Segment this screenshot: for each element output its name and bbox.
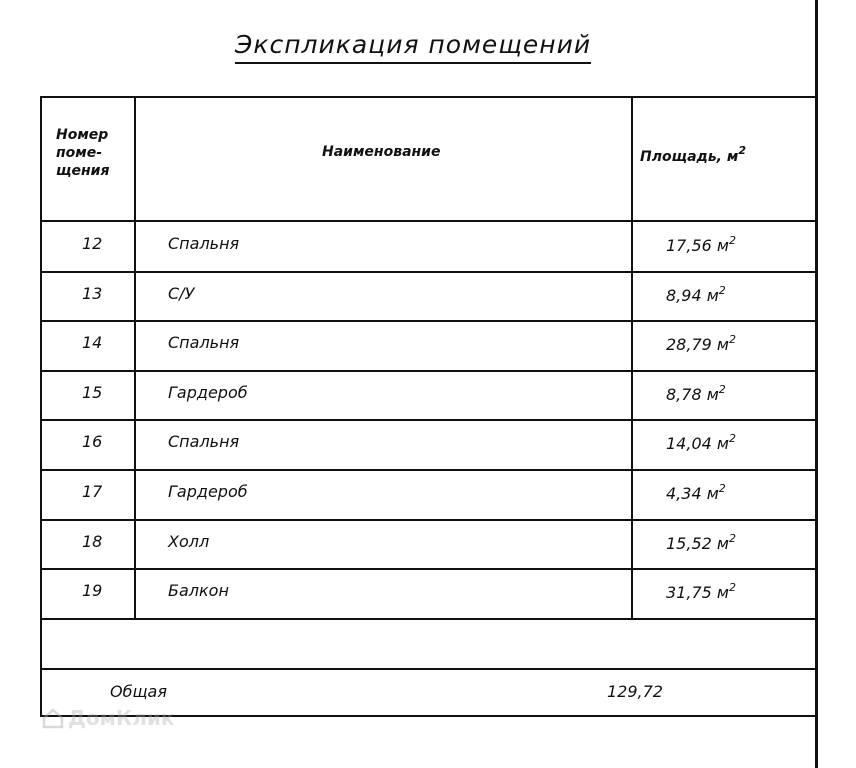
room-area-unit: м <box>716 236 729 255</box>
room-area-value: 8,94 <box>666 285 702 305</box>
room-number: 13 <box>82 283 103 303</box>
header-number-line-2: поме- <box>56 145 103 161</box>
header-area <box>640 144 746 165</box>
table-row <box>42 272 818 320</box>
room-number: 12 <box>82 234 103 253</box>
page-title <box>0 30 856 64</box>
header-number <box>56 126 126 180</box>
room-area <box>666 581 736 602</box>
room-number: 16 <box>82 432 103 452</box>
room-area-value: 4,34 <box>666 484 702 503</box>
room-area <box>666 284 726 305</box>
header-name: Наименование <box>322 144 441 160</box>
total-label: Общая <box>110 682 167 701</box>
table-row <box>42 371 818 419</box>
room-area-sup: 2 <box>728 432 736 446</box>
room-area-unit: м <box>706 285 719 305</box>
room-area-value: 31,75 <box>666 583 712 603</box>
room-name: Спальня <box>168 432 240 452</box>
room-name: Спальня <box>168 333 240 353</box>
room-area-unit: м <box>716 335 729 355</box>
room-area-sup: 2 <box>728 333 736 347</box>
room-area <box>666 482 726 503</box>
room-name: Холл <box>168 531 210 551</box>
room-name: Спальня <box>168 234 240 253</box>
room-number: 18 <box>82 531 103 551</box>
room-area-sup: 2 <box>728 531 736 545</box>
room-number: 19 <box>82 581 103 601</box>
room-number: 17 <box>82 482 103 501</box>
room-area-sup: 2 <box>718 482 726 495</box>
room-area-sup: 2 <box>718 283 726 297</box>
room-area-unit: м <box>716 583 729 603</box>
table-row <box>42 569 818 617</box>
room-area-value: 15,52 <box>666 533 712 553</box>
row-bottom-line <box>42 618 818 620</box>
table-row <box>42 520 818 568</box>
room-area-value: 28,79 <box>666 335 712 355</box>
room-area <box>666 532 736 553</box>
header-number-line-1: Номер <box>56 127 109 143</box>
room-area-sup: 2 <box>718 382 726 396</box>
room-area <box>666 234 736 255</box>
room-area-value: 14,04 <box>666 434 712 454</box>
empty-row-bottom-line <box>42 668 818 670</box>
watermark <box>42 706 174 730</box>
total-value: 129,72 <box>607 682 663 701</box>
room-number: 15 <box>82 382 103 402</box>
explication-table <box>40 96 816 717</box>
room-name: Гардероб <box>168 382 248 402</box>
room-name: Балкон <box>168 581 229 601</box>
room-area <box>666 383 726 404</box>
title-text: Экспликация помещений <box>235 30 591 64</box>
room-area <box>666 333 736 354</box>
header-area-sup: 2 <box>738 144 746 157</box>
table-row <box>42 470 818 518</box>
header-area-text: Площадь, м <box>640 149 739 165</box>
watermark-text: ДомКлик <box>68 706 175 730</box>
house-icon <box>42 707 64 729</box>
room-number: 14 <box>82 333 103 353</box>
room-area-unit: м <box>716 533 729 553</box>
table-row <box>42 321 818 369</box>
room-area-unit: м <box>706 384 719 404</box>
header-number-line-3: щения <box>56 163 110 179</box>
room-name: С/У <box>168 283 195 303</box>
room-area-value: 17,56 <box>666 236 712 255</box>
room-area-sup: 2 <box>728 234 736 247</box>
room-name: Гардероб <box>168 482 248 501</box>
room-area-unit: м <box>716 434 729 454</box>
room-area-sup: 2 <box>728 581 736 595</box>
table-row <box>42 222 818 270</box>
table-row <box>42 420 818 468</box>
room-area-unit: м <box>706 484 719 503</box>
room-area-value: 8,78 <box>666 384 702 404</box>
room-area <box>666 432 736 453</box>
